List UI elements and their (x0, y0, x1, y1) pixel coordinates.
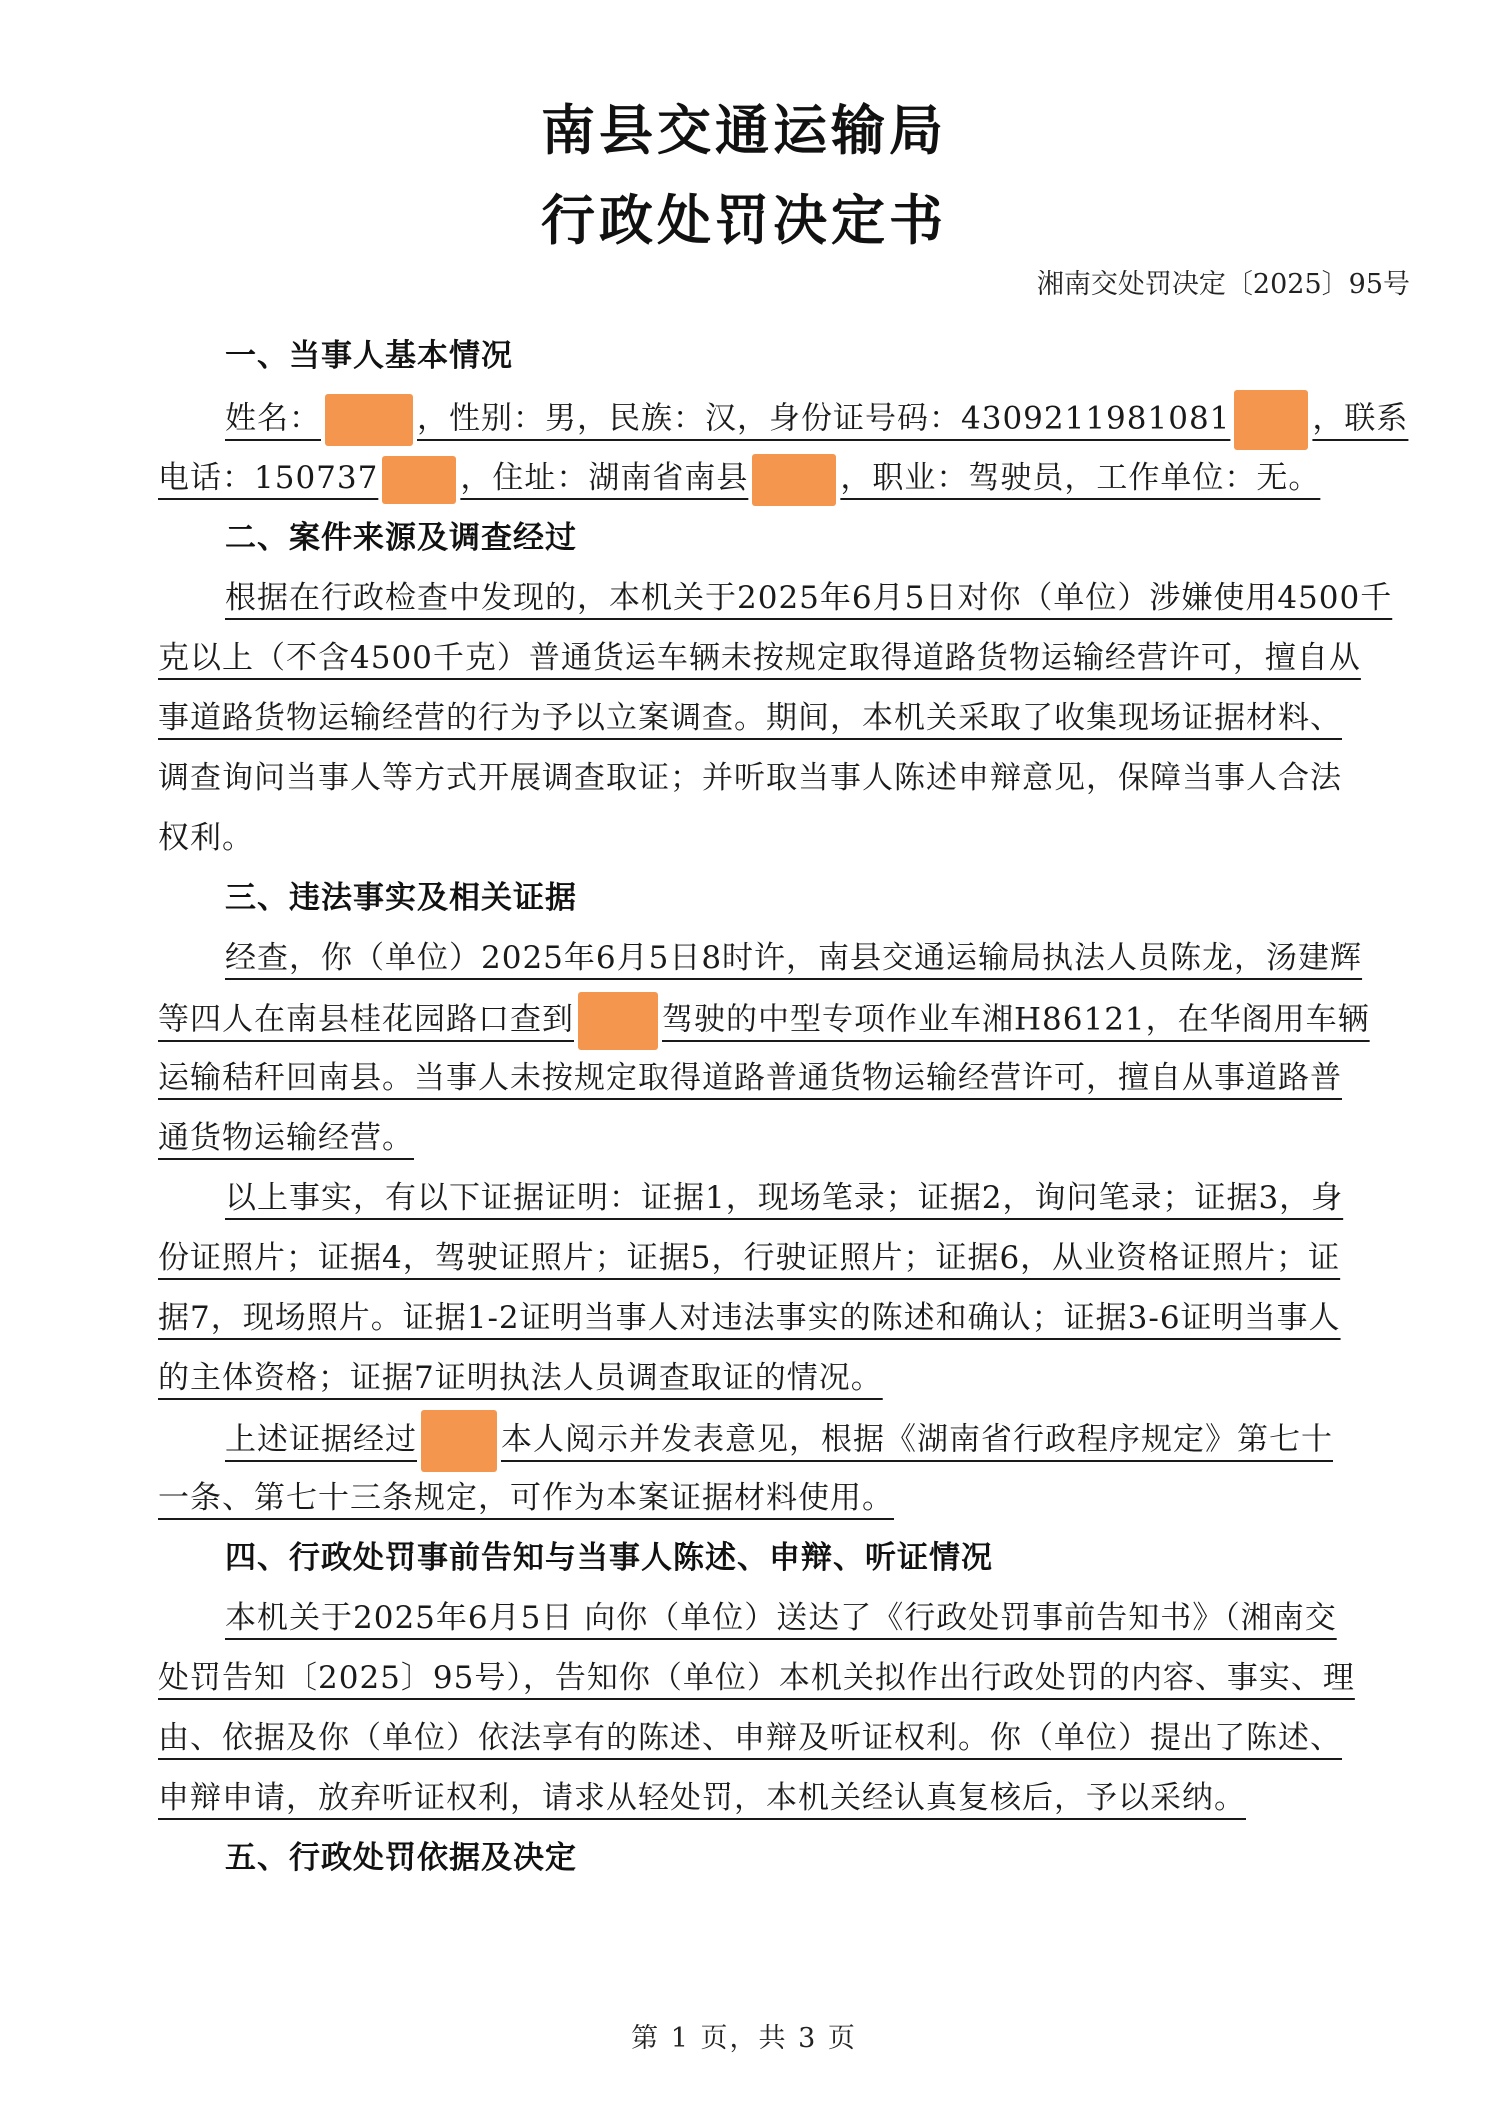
text: 等四人在南县桂花园路口查到 (158, 1001, 574, 1038)
evidence-review-line: 一条、第七十三条规定，可作为本案证据材料使用。 (158, 1480, 894, 1516)
text: ，联系 (1312, 400, 1409, 437)
evidence-line: 以上事实，有以下证据证明：证据1，现场笔录；证据2，询问笔录；证据3，身 (225, 1180, 1344, 1216)
facts-line (158, 992, 1402, 1050)
redaction-id-suffix (1234, 390, 1308, 450)
case-source-line: 事道路货物运输经营的行为予以立案调查。期间，本机关采取了收集现场证据材料、 (158, 700, 1342, 736)
redaction-address (752, 454, 836, 506)
text: 姓名： (225, 400, 321, 437)
facts-line: 经查，你（单位）2025年6月5日8时许，南县交通运输局执法人员陈龙，汤建辉 (225, 940, 1363, 976)
notice-line: 由、依据及你（单位）依法享有的陈述、申辩及听证权利。你（单位）提出了陈述、 (158, 1720, 1342, 1756)
case-source-line: 权利。 (158, 820, 254, 856)
facts-line: 运输秸秆回南县。当事人未按规定取得道路普通货物运输经营许可，擅自从事道路普 (158, 1060, 1342, 1096)
evidence-line: 的主体资格；证据7证明执法人员调查取证的情况。 (158, 1360, 883, 1396)
page-number: 第 1 页，共 3 页 (631, 2023, 857, 2054)
text: 驾驶的中型专项作业车湘H86121，在华阁用车辆 (662, 1001, 1370, 1038)
org-title: 南县交通运输局 (541, 99, 947, 162)
case-source-line: 调查询问当事人等方式开展调查取证；并听取当事人陈述申辩意见，保障当事人合法 (158, 760, 1342, 796)
evidence-line: 据7，现场照片。证据1-2证明当事人对违法事实的陈述和确认；证据3-6证明当事人 (158, 1300, 1341, 1336)
text: ，住址：湖南省南县 (460, 460, 749, 496)
party-info-line-2 (158, 452, 1402, 506)
text: 电话：150737 (158, 460, 379, 496)
redaction-phone (382, 456, 456, 504)
section-heading-notice: 四、行政处罚事前告知与当事人陈述、申辩、听证情况 (225, 1540, 993, 1576)
evidence-review-line (225, 1410, 1402, 1472)
case-source-line: 克以上（不含4500千克）普通货运车辆未按规定取得道路货物运输经营许可，擅自从 (158, 640, 1361, 676)
section-heading-facts: 三、违法事实及相关证据 (225, 880, 577, 916)
doc-type-title: 行政处罚决定书 (541, 189, 947, 252)
facts-line: 通货物运输经营。 (158, 1120, 414, 1156)
redaction-driver (578, 992, 658, 1050)
section-heading-decision: 五、行政处罚依据及决定 (225, 1840, 577, 1876)
section-heading-party-info: 一、当事人基本情况 (225, 338, 513, 374)
redaction-reviewer (421, 1410, 497, 1472)
case-source-line: 根据在行政检查中发现的，本机关于2025年6月5日对你（单位）涉嫌使用4500千 (225, 580, 1393, 616)
text: 上述证据经过 (225, 1421, 417, 1458)
redaction-name (325, 394, 413, 446)
party-info-line-1 (225, 390, 1409, 437)
notice-line: 处罚告知〔2025〕95号），告知你（单位）本机关拟作出行政处罚的内容、事实、理 (158, 1660, 1355, 1696)
document-number: 湘南交处罚决定〔2025〕95号 (1036, 269, 1410, 300)
section-heading-case-source: 二、案件来源及调查经过 (225, 520, 577, 556)
text: ，职业：驾驶员，工作单位：无。 (840, 460, 1321, 496)
text: ，性别：男，民族：汉，身份证号码：4309211981081 (417, 400, 1231, 437)
notice-line: 本机关于2025年6月5日 向你（单位）送达了《行政处罚事前告知书》（湘南交 (225, 1600, 1337, 1636)
evidence-line: 份证照片；证据4，驾驶证照片；证据5，行驶证照片；证据6，从业资格证照片；证 (158, 1240, 1341, 1276)
text: 本人阅示并发表意见，根据《湖南省行政程序规定》第七十 (501, 1421, 1333, 1458)
notice-line: 申辩申请，放弃听证权利，请求从轻处罚，本机关经认真复核后，予以采纳。 (158, 1780, 1246, 1816)
